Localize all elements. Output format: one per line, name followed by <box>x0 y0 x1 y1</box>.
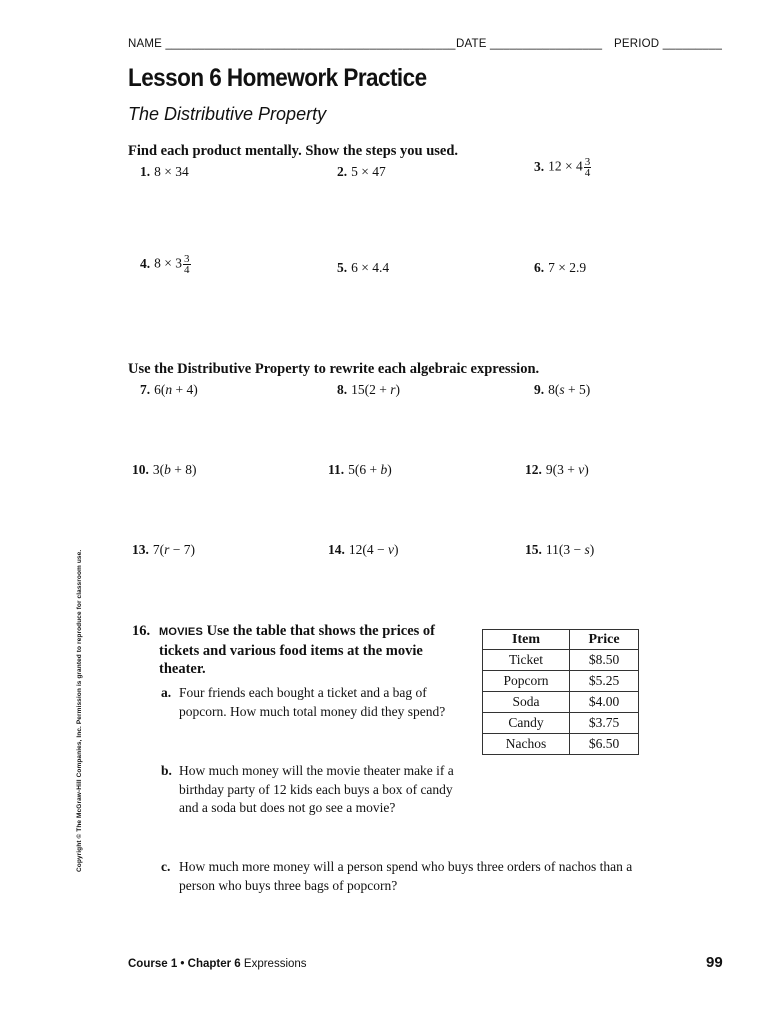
table-cell-price: $6.50 <box>570 734 639 755</box>
table-cell-item: Candy <box>483 713 570 734</box>
page-title: Lesson 6 Homework Practice <box>128 64 427 92</box>
question-16c: c. How much more money will a person spend who buys three orders of nachos than a person who buys three bags of popcorn? <box>161 859 633 893</box>
section1-instruction: Find each product mentally. Show the steps you used. <box>128 143 459 159</box>
problem-1: 1. 8 × 34 <box>140 164 189 179</box>
table-cell-price: $5.25 <box>570 671 639 692</box>
table-cell-price: $4.00 <box>570 692 639 713</box>
question-16b: b. How much money will the movie theater make if a birthday party of 12 kids each buys a box of candy and a soda but does not go see a movie? <box>161 763 454 815</box>
table-cell-item: Popcorn <box>483 671 570 692</box>
table-row <box>483 713 639 734</box>
problem-14: 14. 12(4 − v) <box>328 542 399 557</box>
footer-course: Course 1 <box>128 958 178 970</box>
table-cell-price: $3.75 <box>570 713 639 734</box>
table-cell-item: Soda <box>483 692 570 713</box>
problem-7: 7. 6(n + 4) <box>140 382 198 397</box>
question-16-tag: MOVIES <box>159 626 203 638</box>
page-subtitle: The Distributive Property <box>128 104 327 124</box>
table-header-item: Item <box>483 630 570 650</box>
table-header-row <box>483 630 639 650</box>
table-header-price: Price <box>570 630 639 650</box>
problem-13: 13. 7(r − 7) <box>132 542 195 557</box>
table-row <box>483 692 639 713</box>
table-row <box>483 734 639 755</box>
period-line: _________ <box>662 38 723 50</box>
name-line: ____________________________________________ <box>165 38 456 50</box>
question-16a: a. Four friends each bought a ticket and a bag of popcorn. How much total money did they spend? <box>161 685 446 719</box>
price-table <box>482 629 639 755</box>
name-field <box>128 38 456 50</box>
problem-3: 3. 12 × 4 $\frac{3}{4}$ <box>534 156 591 179</box>
fraction: $\frac{3}{4}$ <box>184 253 190 276</box>
problem-12: 12. 9(3 + v) <box>525 462 589 477</box>
footer-chapter: Chapter 6 <box>187 958 241 970</box>
problem-2: 2. 5 × 47 <box>337 164 386 179</box>
question-16-stem: Use the table that shows the prices of tickets and various food items at the movie theater. <box>159 623 435 677</box>
table-cell-item: Nachos <box>483 734 570 755</box>
problem-11: 11. 5(6 + b) <box>328 462 392 477</box>
table-row <box>483 671 639 692</box>
problem-10: 10. 3(b + 8) <box>132 462 197 477</box>
footer-bullet: • <box>180 958 185 970</box>
name-label: NAME <box>128 38 163 50</box>
table-cell-price: $8.50 <box>570 650 639 671</box>
problem-9: 9. 8(s + 5) <box>534 382 591 397</box>
fraction: $\frac{3}{4}$ <box>584 156 591 179</box>
problem-8: 8. 15(2 + r) <box>337 382 400 397</box>
problem-6: 6. 7 × 2.9 <box>534 260 587 275</box>
date-field <box>456 38 602 50</box>
footer-topic: Expressions <box>243 958 307 970</box>
section2-instruction: Use the Distributive Property to rewrite each algebraic expression. <box>128 361 540 377</box>
table-row <box>483 650 639 671</box>
problem-4: 4. 8 × 3 $\frac{3}{4}$ <box>140 253 190 276</box>
page-number: 99 <box>706 954 723 971</box>
period-label: PERIOD <box>614 38 660 50</box>
date-label: DATE <box>456 38 487 50</box>
date-line: _________________ <box>490 38 603 50</box>
table-cell-item: Ticket <box>483 650 570 671</box>
footer <box>128 958 307 970</box>
problem-5: 5. 6 × 4.4 <box>337 260 390 275</box>
question-16-number: 16. <box>132 623 151 639</box>
period-field <box>614 38 722 50</box>
question-16 <box>132 622 472 679</box>
problem-15: 15. 11(3 − s) <box>525 542 595 557</box>
copyright-notice: Copyright © The McGraw-Hill Companies, Inc. Permission is granted to reproduce for classroom use. <box>76 549 83 872</box>
